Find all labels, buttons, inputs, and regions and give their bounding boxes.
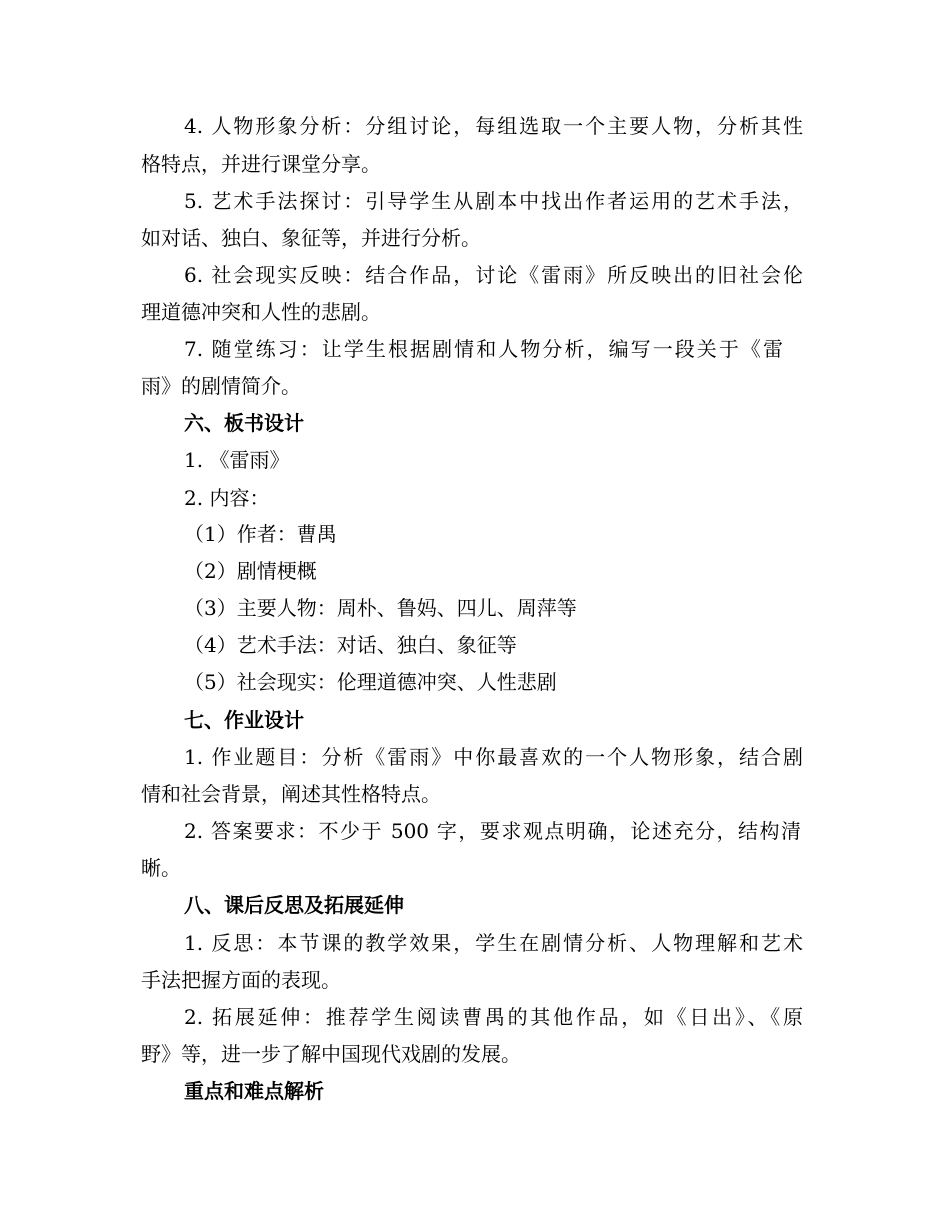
homework-item-1-line1: 1. 作业题目：分析《雷雨》中你最喜欢的一个人物形象，结合剧 bbox=[184, 745, 803, 769]
homework-item-1-line2: 情和社会背景，阐述其性格特点。 bbox=[141, 782, 441, 806]
board-subitem-3: （3）主要人物：周朴、鲁妈、四儿、周萍等 bbox=[184, 596, 577, 620]
paragraph-item-6-line1: 6. 社会现实反映：结合作品，讨论《雷雨》所反映出的旧社会伦 bbox=[184, 263, 803, 287]
paragraph-item-4-line1: 4. 人物形象分析：分组讨论，每组选取一个主要人物，分析其性 bbox=[184, 114, 803, 138]
paragraph-item-6-line2: 理道德冲突和人性的悲剧。 bbox=[141, 300, 381, 324]
reflection-item-1-line2: 手法把握方面的表现。 bbox=[141, 968, 341, 992]
reflection-item-2-line1: 2. 拓展延伸：推荐学生阅读曹禺的其他作品，如《日出》、《原 bbox=[184, 1005, 803, 1029]
homework-item-2-line2: 晰。 bbox=[141, 856, 181, 880]
section-heading-key-points: 重点和难点解析 bbox=[184, 1079, 324, 1103]
homework-item-2-line1: 2. 答案要求：不少于 500 字，要求观点明确，论述充分，结构清 bbox=[184, 819, 801, 843]
board-subitem-5: （5）社会现实：伦理道德冲突、人性悲剧 bbox=[184, 670, 557, 694]
section-heading-board-design: 六、板书设计 bbox=[184, 411, 304, 435]
paragraph-item-7-line1: 7. 随堂练习：让学生根据剧情和人物分析，编写一段关于《雷 bbox=[184, 337, 783, 361]
board-subitem-1: （1）作者：曹禺 bbox=[184, 522, 337, 546]
board-subitem-2: （2）剧情梗概 bbox=[184, 559, 317, 583]
paragraph-item-7-line2: 雨》的剧情简介。 bbox=[141, 374, 301, 398]
board-item-2: 2. 内容： bbox=[184, 486, 270, 510]
board-item-1: 1. 《雷雨》 bbox=[184, 448, 290, 472]
section-heading-homework: 七、作业设计 bbox=[184, 708, 304, 732]
reflection-item-2-line2: 野》等，进一步了解中国现代戏剧的发展。 bbox=[141, 1042, 521, 1066]
section-heading-reflection: 八、课后反思及拓展延伸 bbox=[184, 893, 404, 917]
board-subitem-4: （4）艺术手法：对话、独白、象征等 bbox=[184, 633, 517, 657]
reflection-item-1-line1: 1. 反思：本节课的教学效果，学生在剧情分析、人物理解和艺术 bbox=[184, 931, 803, 955]
paragraph-item-5-line1: 5. 艺术手法探讨：引导学生从剧本中找出作者运用的艺术手法， bbox=[184, 189, 803, 213]
paragraph-item-5-line2: 如对话、独白、象征等，并进行分析。 bbox=[141, 226, 481, 250]
paragraph-item-4-line2: 格特点，并进行课堂分享。 bbox=[141, 152, 381, 176]
